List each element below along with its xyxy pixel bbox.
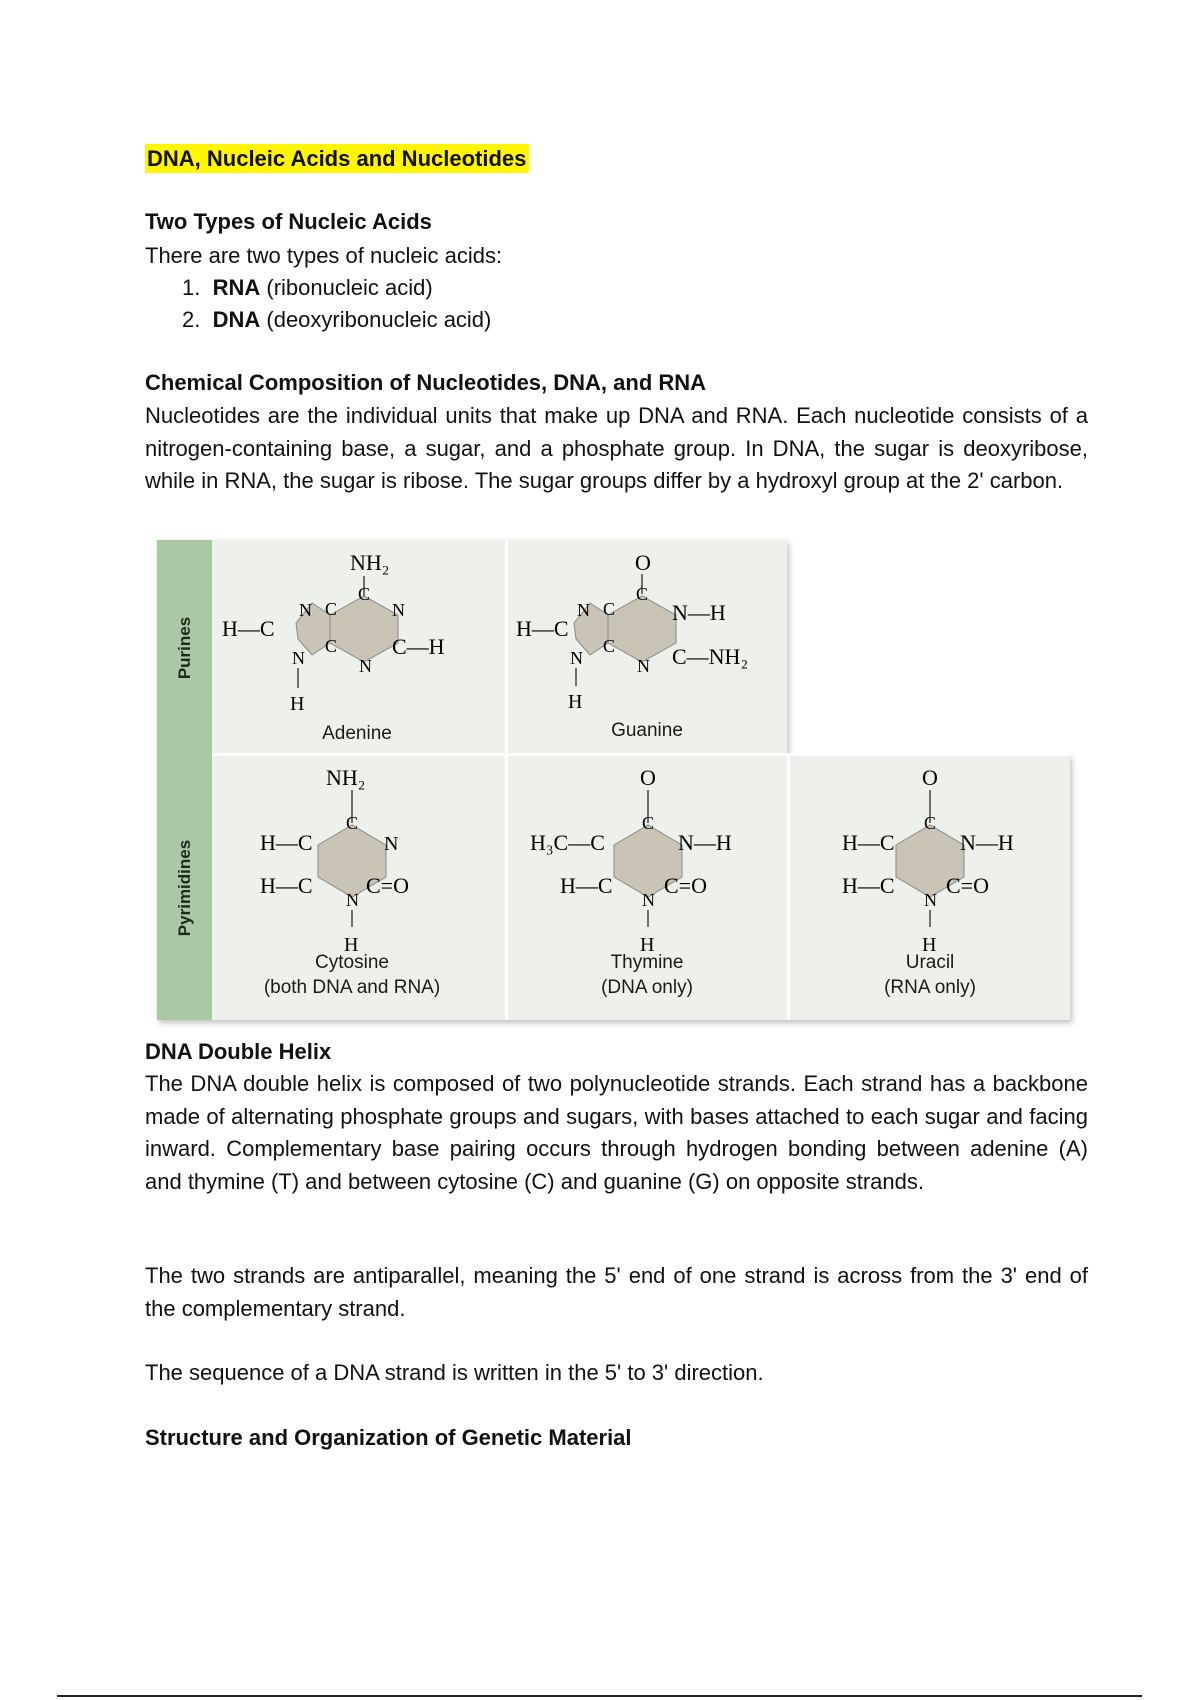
svg-text:N—H: N—H	[960, 830, 1014, 855]
cytosine-note: (both DNA and RNA)	[263, 977, 441, 998]
cytosine-structure	[212, 755, 505, 960]
svg-text:N: N	[384, 833, 399, 855]
svg-text:H—C: H—C	[516, 616, 569, 641]
section-heading-composition: Chemical Composition of Nucleotides, DNA, and RNA	[145, 370, 707, 395]
cytosine-label: Cytosine	[315, 952, 389, 973]
svg-text:H: H	[568, 691, 583, 713]
purines-label-bar	[157, 540, 212, 755]
svg-text:N—H: N—H	[678, 830, 732, 855]
section-intro: There are two types of nucleic acids:	[145, 243, 503, 268]
guanine-caption	[522, 718, 772, 743]
uracil-label: Uracil	[905, 952, 955, 973]
svg-text:H—C: H—C	[842, 873, 895, 898]
list-item: 2. DNA (deoxyribonucleic acid)	[182, 307, 492, 332]
svg-text:N: N	[570, 648, 583, 668]
svg-text:H: H	[922, 934, 937, 956]
uracil-note: (RNA only)	[884, 977, 976, 998]
helix-paragraph: The DNA double helix is composed of two polynucleotide strands. Each strand has a backbone made of alternating phosphate groups and sugars, with bases attached to each sugar and facing inward. Complementary base pairing occurs through hydrogen bonding between adenine (A) and thymine (T) and between cytosine (C) and guanine (G) on opposite strands.	[145, 1071, 1088, 1194]
svg-text:C: C	[603, 599, 616, 619]
svg-text:NH₂: NH₂	[350, 550, 390, 575]
svg-text:N: N	[346, 890, 359, 910]
svg-text:H—C: H—C	[260, 873, 313, 898]
nucleic-acid-list	[182, 272, 491, 336]
svg-text:N: N	[577, 600, 590, 620]
svg-text:H₃C—C: H₃C—C	[530, 830, 605, 855]
thymine-label: Thymine	[610, 952, 684, 973]
purines-label: Purines	[174, 616, 194, 679]
svg-text:N: N	[392, 600, 405, 620]
antiparallel-paragraph: The two strands are antiparallel, meaning the 5' end of one strand is across from the 3' end of the complementary strand.	[145, 1263, 1088, 1321]
svg-text:N—H: N—H	[672, 600, 726, 625]
thymine-note: (DNA only)	[601, 977, 693, 998]
pyrimidines-label-bar	[157, 755, 212, 1020]
svg-text:C: C	[603, 636, 616, 656]
sequence-paragraph: The sequence of a DNA strand is written in the 5' to 3' direction.	[145, 1360, 764, 1385]
uracil-caption	[805, 950, 1055, 1000]
svg-text:N: N	[299, 600, 312, 620]
svg-text:H—C: H—C	[222, 616, 275, 641]
svg-text:N: N	[637, 656, 650, 676]
svg-text:O: O	[640, 765, 656, 790]
cytosine-caption	[227, 950, 477, 1000]
section-heading-types: Two Types of Nucleic Acids	[145, 209, 432, 234]
svg-text:H: H	[344, 934, 359, 956]
uracil-structure	[790, 755, 1070, 960]
svg-text:C—NH₂: C—NH₂	[672, 644, 749, 669]
adenine-caption	[232, 721, 482, 746]
composition-paragraph: Nucleotides are the individual units that make up DNA and RNA. Each nucleotide consists of a nitrogen-containing base, a sugar, and a phosphate group. In DNA, the sugar is deoxyribose, while in RNA, the sugar is ribose. The sugar groups differ by a hydroxyl group at the 2' carbon.	[145, 403, 1088, 493]
svg-text:C—H: C—H	[392, 634, 445, 659]
svg-text:C=O: C=O	[664, 873, 707, 898]
svg-text:NH₂: NH₂	[326, 765, 366, 790]
svg-text:C: C	[325, 636, 338, 656]
svg-text:N: N	[359, 656, 372, 676]
section-heading-structure: Structure and Organization of Genetic Material	[145, 1425, 632, 1450]
svg-text:N: N	[292, 648, 305, 668]
section-heading-helix: DNA Double Helix	[145, 1039, 332, 1064]
document-title: DNA, Nucleic Acids and Nucleotides	[145, 144, 529, 173]
svg-text:C: C	[346, 813, 359, 833]
thymine-caption	[522, 950, 772, 1000]
svg-text:H: H	[290, 693, 305, 715]
svg-text:C: C	[325, 599, 338, 619]
pyrimidines-label: Pyrimidines	[174, 839, 194, 936]
svg-text:N: N	[924, 890, 937, 910]
svg-text:C: C	[358, 584, 371, 604]
svg-text:H—C: H—C	[560, 873, 613, 898]
svg-text:C=O: C=O	[946, 873, 989, 898]
guanine-label: Guanine	[611, 720, 683, 741]
svg-text:H—C: H—C	[842, 830, 895, 855]
adenine-label: Adenine	[322, 723, 392, 744]
page-bottom-rule	[57, 1695, 1142, 1697]
thymine-structure	[508, 755, 787, 960]
svg-text:C: C	[642, 813, 655, 833]
svg-text:O: O	[922, 765, 938, 790]
svg-text:C: C	[924, 813, 937, 833]
list-item: 1. RNA (ribonucleic acid)	[182, 275, 433, 300]
svg-text:H—C: H—C	[260, 830, 313, 855]
svg-text:C=O: C=O	[366, 873, 409, 898]
svg-text:H: H	[640, 934, 655, 956]
svg-text:C: C	[636, 584, 649, 604]
nucleobase-figure	[157, 540, 1070, 1020]
svg-text:N: N	[642, 890, 655, 910]
svg-text:O: O	[635, 550, 651, 575]
